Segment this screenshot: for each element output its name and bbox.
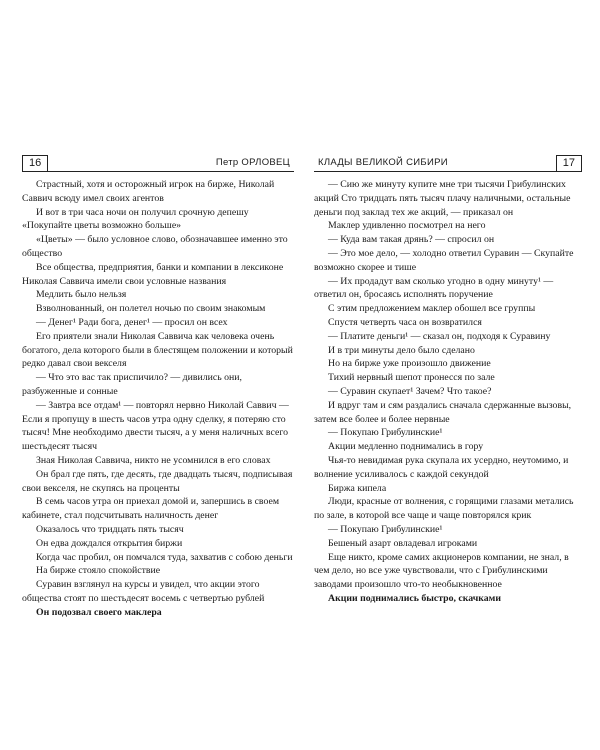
paragraph: Спустя четверть часа он возвратился: [328, 316, 482, 328]
paragraph: — Сию же минуту купите мне три тысячи Грибулинских акций Сто тридцать пять тысяч плачу наличными, остальные деньги под заклад тех же акций, — приказал он: [314, 179, 571, 218]
paragraph: — Платите деньги¹ — сказал он, подходя к Суравину: [328, 330, 551, 342]
paragraph: Все общества, предприятия, банки и компании в лексиконе Николая Саввича имели свои условные названия: [22, 261, 284, 287]
paragraph: — Куда вам такая дрянь? — спросил он: [328, 234, 495, 246]
paragraph: Бешеный азарт овладевал игроками: [328, 537, 478, 549]
left-page: [22, 155, 294, 620]
paragraph: Люди, красные от волнения, с горящими глазами метались по зале, в которой все чаще и чаще повторялся крик: [314, 496, 574, 522]
right-page: [314, 155, 582, 606]
paragraph: И в три минуты дело было сделано: [328, 344, 475, 356]
paragraph: — Завтра все отдам¹ — повторял нервно Николай Саввич — Если я пропущу в шесть часов утра одну сделку, я потеряю сто тысяч! Мне необходимо двести тысяч, а у меня наличных всего шестьдесят тысяч: [22, 399, 289, 453]
paragraph: Взволнованный, он полетел ночью по своим знакомым: [36, 303, 266, 315]
paragraph: «Цветы» — было условное слово, обозначавшее именно это общество: [22, 234, 288, 259]
paragraph: — Это мое дело, — холодно ответил Суравин — Скупайте возможно скорее и тише: [314, 247, 574, 273]
right-page-number: 17: [556, 155, 582, 171]
paragraph: Он брал где пять, где десять, где двадцать тысяч, подписывая свои векселя, не скупясь на проценты: [22, 468, 293, 494]
paragraph: В семь часов утра он приехал домой и, запершись в своем кабинете, стал подсчитывать наличность денег: [22, 496, 280, 522]
paragraph: Биржа кипела: [328, 482, 387, 494]
paragraph: Еще никто, кроме самих акционеров компании, не знал, в чем дело, но все уже чувствовали, что с Грибулинскими заводами произошло что-то необыкновенное: [314, 551, 569, 591]
paragraph: — Что это вас так приспичило? — дивились они, разбуженные и сонные: [22, 372, 242, 397]
paragraph: Акции медленно поднимались в гору: [328, 441, 484, 453]
paragraph: — Покупаю Грибулинские¹: [328, 523, 443, 535]
paragraph: — Денег¹ Ради бога, денег¹ — просил он всех: [36, 316, 228, 328]
paragraph: — Покупаю Грибулинские¹: [328, 427, 443, 439]
right-running-title: КЛАДЫ ВЕЛИКОЙ СИБИРИ: [318, 157, 448, 168]
paragraph: Акции поднимались быстро, скачками: [328, 592, 501, 604]
paragraph: Но на бирже уже произошло движение: [328, 358, 491, 370]
paragraph: Чья-то невидимая рука скупала их усердно, неутомимо, и волнение усиливалось с каждой секундой: [314, 454, 569, 480]
paragraph: Суравин взглянул на курсы и увидел, что акции этого общества стоят по шестьдесят восемь с четвертью рублей: [22, 579, 265, 604]
right-page-header: [314, 155, 582, 172]
paragraph: — Их продадут вам сколько угодно в одну минуту¹ — ответил он, бросаясь исполнять поручение: [314, 275, 554, 301]
right-page-text: [314, 172, 582, 606]
paragraph: С этим предложением маклер обошел все группы: [328, 303, 536, 315]
paragraph: Маклер удивленно посмотрел на него: [328, 220, 486, 232]
paragraph: И вот в три часа ночи он получил срочную депешу «Покупайте цветы возможно больше»: [22, 206, 249, 232]
left-page-header: [22, 155, 294, 172]
paragraph: Его приятели знали Николая Саввича как человека очень богатого, дела которого были в блестящем положении и который редко давал свои векселя: [22, 330, 293, 370]
paragraph: Оказалось что тридцать пять тысяч: [36, 523, 184, 535]
paragraph: Страстный, хотя и осторожный игрок на бирже, Николай Саввич всюду имел своих агентов: [22, 179, 275, 204]
paragraph: Когда час пробил, он помчался туда, захватив с собою деньги: [36, 551, 293, 563]
paragraph: Тихий нервный шепот пронесся по зале: [328, 372, 495, 384]
paragraph: — Суравин скупает¹ Зачем? Что такое?: [328, 385, 492, 397]
paragraph: И вдруг там и сям раздались сначала сдержанные вызовы, затем все более и более нервные: [314, 399, 572, 425]
paragraph: Он подозвал своего маклера: [36, 606, 162, 618]
paragraph: На бирже стояло спокойствие: [36, 565, 161, 577]
left-page-text: [22, 172, 294, 620]
paragraph: Он едва дождался открытия биржи: [36, 537, 183, 549]
left-running-title: Петр ОРЛОВЕЦ: [215, 157, 290, 168]
left-page-number: 16: [22, 155, 48, 171]
paragraph: Зная Николая Саввича, никто не усомнился в его словах: [36, 454, 271, 466]
paragraph: Медлить было нельзя: [36, 289, 127, 301]
